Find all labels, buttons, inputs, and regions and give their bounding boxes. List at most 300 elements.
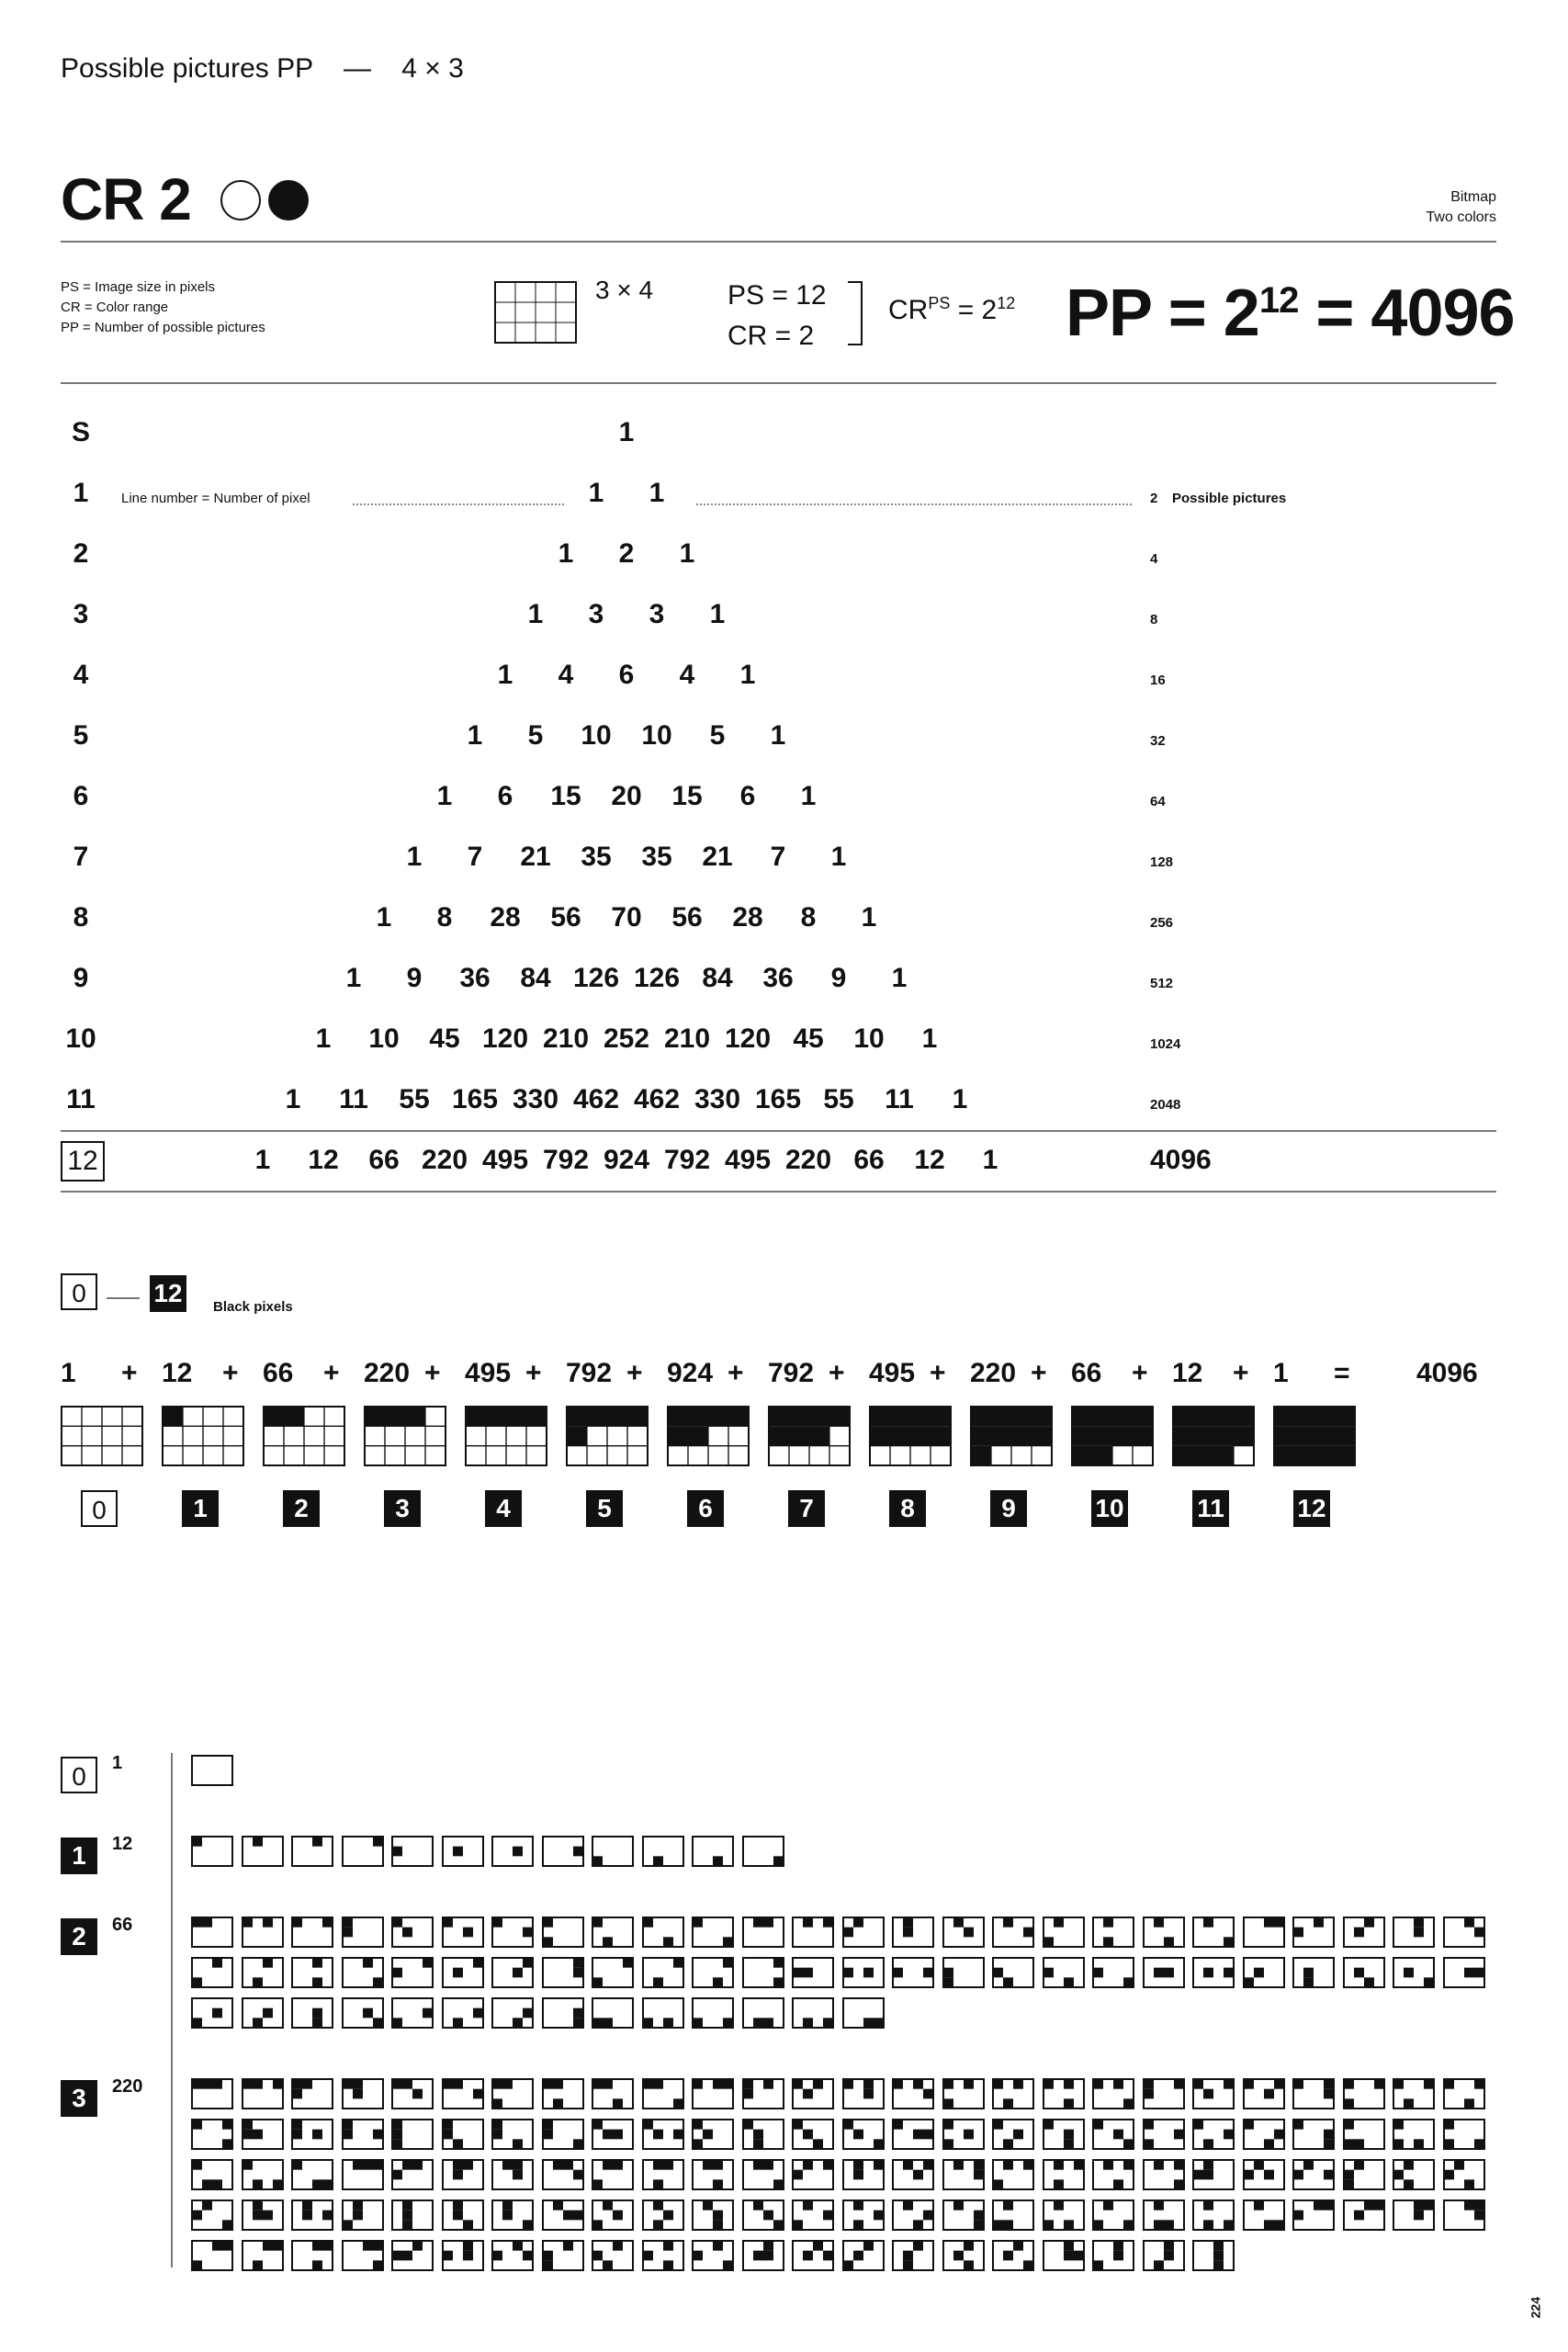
fill-grid-bitmap <box>566 1406 649 1466</box>
pattern-thumbnail <box>1043 2199 1085 2231</box>
pattern-thumbnail <box>391 2078 434 2109</box>
pattern-thumbnail <box>242 2078 284 2109</box>
pattern-thumbnail <box>892 2119 934 2150</box>
pattern-thumbnail <box>191 2199 233 2231</box>
pattern-thumbnail <box>491 1957 534 1988</box>
triangle-cell: 1 <box>558 538 574 569</box>
triangle-cell: 11 <box>885 1084 914 1114</box>
row-label: 4 <box>73 660 89 690</box>
pattern-bitmap <box>242 1957 284 1988</box>
pattern-thumbnail <box>942 2199 985 2231</box>
pattern-bitmap <box>442 2119 484 2150</box>
ps-cr-values <box>728 276 827 356</box>
pattern-bitmap <box>1343 2119 1385 2150</box>
triangle-cell: 45 <box>793 1023 824 1054</box>
pattern-bitmap <box>491 1917 534 1948</box>
pattern-thumbnail <box>692 2240 734 2271</box>
black-count-badge: 2 <box>283 1490 320 1527</box>
triangle-cell: 120 <box>481 1023 529 1054</box>
pattern-bitmap <box>242 1917 284 1948</box>
triangle-cell: 120 <box>724 1023 772 1054</box>
pattern-bitmap <box>1292 2078 1335 2109</box>
triangle-cell: 84 <box>702 963 733 993</box>
pattern-bitmap <box>1243 2078 1285 2109</box>
crps-equation <box>888 294 1015 326</box>
pattern-thumbnail <box>892 1917 934 1948</box>
pattern-bitmap <box>742 1957 784 1988</box>
pattern-bitmap <box>742 1917 784 1948</box>
pattern-thumbnail <box>842 2078 885 2109</box>
pattern-bitmap <box>1443 2199 1485 2231</box>
sum-operator: + <box>222 1358 239 1388</box>
pattern-bitmap <box>391 2119 434 2150</box>
pattern-bitmap <box>992 2119 1034 2150</box>
pp-equation <box>1066 276 1515 351</box>
header-title: Possible pictures PP <box>61 53 313 84</box>
triangle-cell: 1 <box>315 1023 332 1054</box>
pattern-bitmap <box>442 2199 484 2231</box>
triangle-cell: 66 <box>368 1145 400 1175</box>
pattern-bitmap <box>692 2119 734 2150</box>
group-count: 66 <box>112 1915 133 1935</box>
legend-ps: PS = Image size in pixels <box>61 279 215 295</box>
row-label: 12 <box>61 1141 105 1182</box>
pattern-bitmap <box>992 2240 1034 2271</box>
pattern-thumbnail <box>1043 1957 1085 1988</box>
row-count: 512 <box>1150 976 1174 991</box>
pattern-bitmap <box>442 1957 484 1988</box>
triangle-cell: 6 <box>618 660 635 690</box>
pattern-thumbnail <box>642 2159 684 2190</box>
pattern-thumbnail <box>191 1836 233 1867</box>
pattern-thumbnail <box>1092 1917 1134 1948</box>
triangle-cell: 126 <box>633 963 681 993</box>
pattern-thumbnail <box>1192 1957 1235 1988</box>
pattern-bitmap <box>291 1997 333 2029</box>
triangle-cell: 28 <box>732 902 763 933</box>
pattern-thumbnail <box>1443 2078 1485 2109</box>
pattern-bitmap <box>1343 1917 1385 1948</box>
crps-sup: PS <box>928 294 951 312</box>
pattern-thumbnail <box>592 1997 634 2029</box>
rule-top <box>61 241 1496 243</box>
sum-term: 12 <box>162 1358 193 1388</box>
pattern-thumbnail <box>642 1836 684 1867</box>
pattern-bitmap <box>892 1917 934 1948</box>
pattern-bitmap <box>1443 2078 1485 2109</box>
pattern-bitmap <box>542 2199 584 2231</box>
pattern-thumbnail <box>1343 2199 1385 2231</box>
pattern-bitmap <box>792 2240 834 2271</box>
ps-equation: PS = 12 <box>728 280 827 311</box>
pattern-bitmap <box>191 1755 233 1786</box>
pattern-thumbnail <box>1343 2078 1385 2109</box>
pattern-thumbnail <box>792 2119 834 2150</box>
pattern-bitmap <box>391 1957 434 1988</box>
legend-pp: PP = Number of possible pictures <box>61 320 265 335</box>
pattern-bitmap <box>1393 2119 1435 2150</box>
pattern-bitmap <box>491 2199 534 2231</box>
triangle-cell: 924 <box>603 1145 650 1175</box>
sum-term: 792 <box>768 1358 815 1388</box>
pattern-bitmap <box>1143 1917 1185 1948</box>
pattern-thumbnail <box>1292 2199 1335 2231</box>
pattern-thumbnail <box>242 1997 284 2029</box>
triangle-cell: 12 <box>914 1145 945 1175</box>
pattern-bitmap <box>642 1997 684 2029</box>
sum-term: 1 <box>61 1358 76 1388</box>
fill-grid-bitmap <box>1071 1406 1154 1466</box>
pattern-thumbnail <box>1292 1917 1335 1948</box>
pattern-thumbnail <box>1243 2199 1285 2231</box>
pattern-thumbnail <box>992 2078 1034 2109</box>
triangle-cell: 21 <box>702 842 733 872</box>
row-count: 1024 <box>1150 1036 1181 1052</box>
triangle-cell: 462 <box>572 1084 620 1114</box>
pattern-thumbnail <box>542 2078 584 2109</box>
pattern-thumbnail <box>542 1997 584 2029</box>
triangle-cell: 35 <box>581 842 612 872</box>
pattern-bitmap <box>1192 2119 1235 2150</box>
pattern-thumbnail <box>642 1917 684 1948</box>
pattern-bitmap <box>892 2240 934 2271</box>
pattern-bitmap <box>391 2240 434 2271</box>
pattern-thumbnail <box>491 2119 534 2150</box>
pattern-thumbnail <box>1393 2119 1435 2150</box>
pattern-thumbnail <box>1343 1917 1385 1948</box>
sum-term: 924 <box>667 1358 714 1388</box>
row-label: 10 <box>65 1023 96 1054</box>
rule-row12-bottom <box>61 1191 1496 1193</box>
pattern-bitmap <box>1192 2078 1235 2109</box>
pattern-thumbnail <box>642 2078 684 2109</box>
pattern-bitmap <box>291 2078 333 2109</box>
triangle-cell: 9 <box>406 963 423 993</box>
pattern-thumbnail <box>1043 2240 1085 2271</box>
pattern-bitmap <box>342 2199 384 2231</box>
pattern-thumbnail <box>291 1917 333 1948</box>
pattern-thumbnail <box>992 2199 1034 2231</box>
pattern-bitmap <box>792 1917 834 1948</box>
triangle-cell: 1 <box>739 660 756 690</box>
pattern-bitmap <box>842 2078 885 2109</box>
pattern-bitmap <box>1343 2159 1385 2190</box>
row-label: 6 <box>73 781 89 811</box>
pattern-thumbnail <box>1192 2119 1235 2150</box>
pp-right: = 4096 <box>1298 277 1515 350</box>
pattern-bitmap <box>242 1836 284 1867</box>
pattern-bitmap <box>642 2159 684 2190</box>
pattern-bitmap <box>542 1997 584 2029</box>
pattern-thumbnail <box>842 2119 885 2150</box>
triangle-cell: 11 <box>339 1084 368 1114</box>
pattern-thumbnail <box>291 1836 333 1867</box>
pattern-thumbnail <box>391 1917 434 1948</box>
triangle-cell: 1 <box>345 963 362 993</box>
triangle-cell: 1 <box>285 1084 301 1114</box>
pattern-bitmap <box>291 1957 333 1988</box>
row-label: 1 <box>73 478 89 508</box>
pattern-thumbnail <box>692 1836 734 1867</box>
triangle-cell: 462 <box>633 1084 681 1114</box>
pattern-bitmap <box>442 2078 484 2109</box>
black-count-badge: 1 <box>182 1490 219 1527</box>
pattern-bitmap <box>592 2199 634 2231</box>
pattern-thumbnail <box>992 1917 1034 1948</box>
pattern-bitmap <box>242 2240 284 2271</box>
triangle-cell: 1 <box>861 902 877 933</box>
triangle-cell: 15 <box>671 781 703 811</box>
pattern-thumbnail <box>842 1957 885 1988</box>
triangle-cell: 28 <box>490 902 521 933</box>
sum-term: 495 <box>465 1358 512 1388</box>
black-count-badge: 10 <box>1091 1490 1128 1527</box>
triangle-cell: 10 <box>853 1023 885 1054</box>
group-count: 12 <box>112 1834 133 1854</box>
pattern-thumbnail <box>842 1917 885 1948</box>
pattern-bitmap <box>491 2240 534 2271</box>
triangle-cell: 1 <box>376 902 392 933</box>
row-count: 128 <box>1150 854 1174 870</box>
pattern-bitmap <box>1092 2159 1134 2190</box>
pattern-bitmap <box>592 1957 634 1988</box>
pattern-thumbnail <box>992 2159 1034 2190</box>
triangle-cell: 2 <box>618 538 635 569</box>
pattern-thumbnail <box>792 1917 834 1948</box>
pattern-thumbnail <box>391 2119 434 2150</box>
pattern-bitmap <box>242 2119 284 2150</box>
pp-left: PP = 2 <box>1066 277 1259 350</box>
pattern-thumbnail <box>742 1997 784 2029</box>
possible-pictures-label: Possible pictures <box>1172 491 1287 506</box>
pattern-thumbnail <box>742 1957 784 1988</box>
pattern-thumbnail <box>1393 2078 1435 2109</box>
pattern-thumbnail <box>1092 2240 1134 2271</box>
row-count: 256 <box>1150 915 1174 931</box>
pattern-bitmap <box>1393 1957 1435 1988</box>
pattern-thumbnail <box>842 2240 885 2271</box>
triangle-cell: 66 <box>853 1145 885 1175</box>
pattern-bitmap <box>291 1836 333 1867</box>
range-dash-line <box>107 1297 140 1299</box>
pattern-thumbnail <box>942 1957 985 1988</box>
pattern-thumbnail <box>1393 1917 1435 1948</box>
pattern-thumbnail <box>792 1997 834 2029</box>
group-badge: 1 <box>61 1838 97 1874</box>
pattern-thumbnail <box>242 2199 284 2231</box>
sum-operator: + <box>1132 1358 1148 1388</box>
pattern-bitmap <box>391 1997 434 2029</box>
pattern-bitmap <box>1192 2199 1235 2231</box>
pattern-thumbnail <box>391 1836 434 1867</box>
pattern-bitmap <box>692 2199 734 2231</box>
group-count: 1 <box>112 1753 123 1773</box>
triangle-cell: 55 <box>823 1084 854 1114</box>
pattern-bitmap <box>692 1917 734 1948</box>
triangle-cell: 1 <box>436 781 453 811</box>
pattern-bitmap <box>491 2119 534 2150</box>
triangle-cell: 1 <box>830 842 847 872</box>
dimensions: 3 × 4 <box>595 276 654 304</box>
pattern-bitmap <box>1143 2240 1185 2271</box>
triangle-cell: 1 <box>709 599 726 629</box>
pattern-bitmap <box>1143 2199 1185 2231</box>
pattern-bitmap <box>1393 2199 1435 2231</box>
triangle-cell: 70 <box>611 902 642 933</box>
pattern-bitmap <box>342 1997 384 2029</box>
pattern-bitmap <box>191 1836 233 1867</box>
sum-term: 220 <box>364 1358 411 1388</box>
pattern-bitmap <box>1143 2119 1185 2150</box>
pattern-bitmap <box>792 1997 834 2029</box>
triangle-cell: 1 <box>618 417 635 447</box>
pattern-thumbnail <box>1393 2199 1435 2231</box>
pattern-thumbnail <box>1143 2240 1185 2271</box>
sum-term: 495 <box>869 1358 916 1388</box>
pattern-bitmap <box>842 1957 885 1988</box>
pattern-bitmap <box>1043 2159 1085 2190</box>
fill-grid <box>768 1406 851 1466</box>
fill-grid <box>1172 1406 1255 1466</box>
triangle-cell: 330 <box>694 1084 741 1114</box>
triangle-cell: 1 <box>254 1145 271 1175</box>
pattern-bitmap <box>1192 2159 1235 2190</box>
group-count: 220 <box>112 2076 143 2097</box>
pattern-bitmap <box>642 2240 684 2271</box>
pattern-bitmap <box>942 1957 985 1988</box>
pattern-thumbnail <box>692 2159 734 2190</box>
pattern-bitmap <box>792 2199 834 2231</box>
pattern-thumbnail <box>792 2078 834 2109</box>
pattern-bitmap <box>942 2159 985 2190</box>
fill-grid <box>465 1406 547 1466</box>
pattern-bitmap <box>942 2240 985 2271</box>
pattern-bitmap <box>342 1957 384 1988</box>
pattern-bitmap <box>742 2159 784 2190</box>
pattern-thumbnail <box>892 2199 934 2231</box>
fill-grid-bitmap <box>768 1406 851 1466</box>
pattern-bitmap <box>992 2078 1034 2109</box>
black-pixel-range <box>61 1273 186 1312</box>
triangle-cell: 45 <box>429 1023 460 1054</box>
pattern-bitmap <box>1292 1917 1335 1948</box>
triangle-cell: 1 <box>800 781 817 811</box>
pattern-bitmap <box>1092 1957 1134 1988</box>
triangle-cell: 36 <box>762 963 794 993</box>
pattern-thumbnail <box>942 2119 985 2150</box>
pattern-thumbnail <box>1393 1957 1435 1988</box>
pattern-thumbnail <box>442 1957 484 1988</box>
black-circle-icon <box>268 180 309 220</box>
pattern-thumbnail <box>892 2159 934 2190</box>
pattern-bitmap <box>491 1997 534 2029</box>
line-note: Line number = Number of pixel <box>121 491 310 506</box>
pattern-thumbnail <box>291 1957 333 1988</box>
pattern-bitmap <box>1443 1917 1485 1948</box>
pattern-bitmap <box>242 2159 284 2190</box>
triangle-cell: 1 <box>406 842 423 872</box>
pattern-thumbnail <box>191 1957 233 1988</box>
triangle-cell: 20 <box>611 781 642 811</box>
pattern-thumbnail <box>592 1957 634 1988</box>
pattern-thumbnail <box>892 1957 934 1988</box>
pattern-bitmap <box>1292 2119 1335 2150</box>
pattern-bitmap <box>391 2159 434 2190</box>
triangle-cell: 35 <box>641 842 672 872</box>
pattern-bitmap <box>692 2159 734 2190</box>
pattern-thumbnail <box>391 2199 434 2231</box>
fill-grid <box>364 1406 446 1466</box>
pattern-bitmap <box>942 2078 985 2109</box>
pattern-bitmap <box>842 2199 885 2231</box>
cr-title: CR 2 <box>61 166 191 232</box>
pattern-thumbnail <box>1043 2159 1085 2190</box>
pattern-thumbnail <box>242 2119 284 2150</box>
pattern-thumbnail <box>1192 2199 1235 2231</box>
pattern-bitmap <box>1092 2199 1134 2231</box>
pattern-bitmap <box>1092 2078 1134 2109</box>
sum-operator: + <box>930 1358 946 1388</box>
triangle-cell: 84 <box>520 963 551 993</box>
pattern-thumbnail <box>491 2159 534 2190</box>
pattern-thumbnail <box>692 1917 734 1948</box>
pattern-bitmap <box>742 2199 784 2231</box>
triangle-cell: 56 <box>550 902 581 933</box>
black-count-badge: 8 <box>889 1490 926 1527</box>
pattern-thumbnail <box>642 2240 684 2271</box>
pattern-thumbnail <box>942 1917 985 1948</box>
pattern-thumbnail <box>1292 1957 1335 1988</box>
pattern-bitmap <box>842 2240 885 2271</box>
pattern-thumbnail <box>291 2078 333 2109</box>
sum-term: 220 <box>970 1358 1017 1388</box>
pattern-thumbnail <box>1243 1917 1285 1948</box>
pattern-bitmap <box>1092 2119 1134 2150</box>
pattern-thumbnail <box>342 2199 384 2231</box>
pattern-thumbnail <box>692 1997 734 2029</box>
pattern-bitmap <box>391 1917 434 1948</box>
pattern-thumbnail <box>242 2240 284 2271</box>
enumeration-divider <box>171 1753 173 2267</box>
pattern-thumbnail <box>692 2078 734 2109</box>
pattern-bitmap <box>742 2119 784 2150</box>
triangle-cell: 55 <box>399 1084 430 1114</box>
pattern-thumbnail <box>442 2240 484 2271</box>
triangle-cell: 792 <box>663 1145 711 1175</box>
sum-operator: + <box>728 1358 744 1388</box>
triangle-cell: 6 <box>497 781 513 811</box>
triangle-cell: 56 <box>671 902 703 933</box>
pattern-thumbnail <box>1343 2159 1385 2190</box>
pattern-thumbnail <box>1143 1957 1185 1988</box>
pattern-bitmap <box>391 2078 434 2109</box>
pattern-thumbnail <box>1043 2119 1085 2150</box>
pattern-bitmap <box>1292 1957 1335 1988</box>
fill-grid-bitmap <box>970 1406 1053 1466</box>
bitmap-grid-icon <box>494 281 577 344</box>
pattern-bitmap <box>1243 1917 1285 1948</box>
pattern-bitmap <box>1393 2159 1435 2190</box>
pattern-bitmap <box>742 1997 784 2029</box>
pattern-thumbnail <box>1443 2119 1485 2150</box>
pattern-thumbnail <box>642 2119 684 2150</box>
fill-grid <box>1071 1406 1154 1466</box>
pattern-bitmap <box>792 2159 834 2190</box>
pattern-bitmap <box>842 1917 885 1948</box>
pattern-bitmap <box>742 2078 784 2109</box>
sum-operator: + <box>323 1358 340 1388</box>
pattern-thumbnail <box>191 1755 233 1786</box>
